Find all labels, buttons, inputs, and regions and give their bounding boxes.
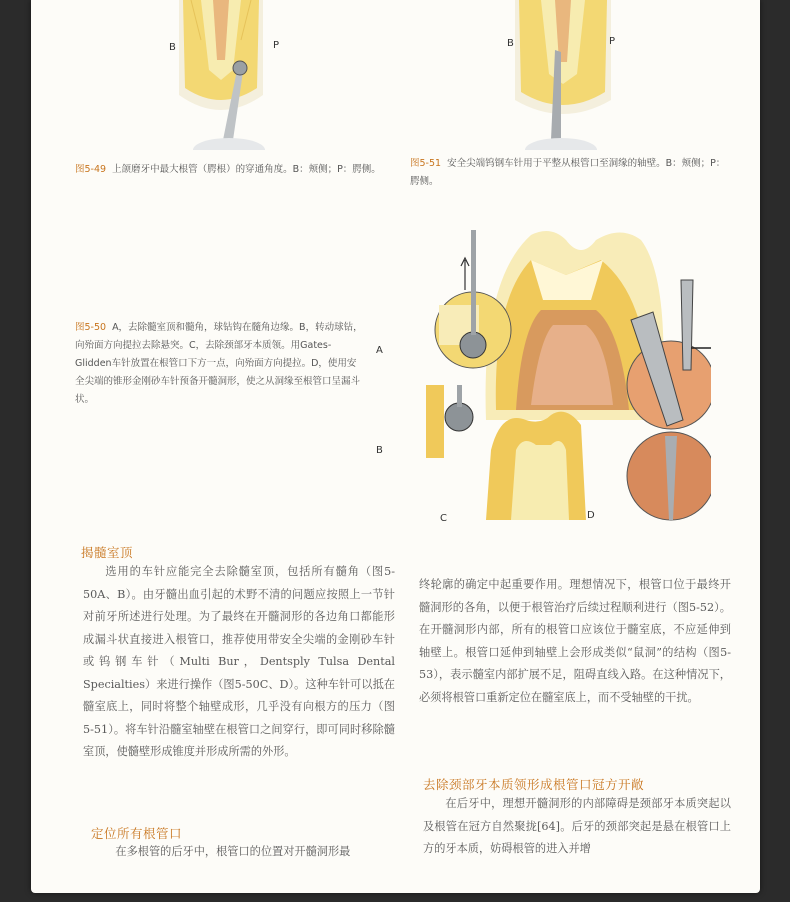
section3-paragraph: 在后牙中，理想开髓洞形的内部障碍是颈部牙本质突起以及根管在冠方自然聚拢[64]。后牙的颈部突起是悬在根管口上方的牙本质，妨碍根管的进入并增 [423,797,731,855]
fig51-label-p: P [609,36,616,47]
textbook-page [31,0,760,893]
fig49-text: 上颌磨牙中最大根管（腭根）的穿通角度。B：颊侧；P：腭侧。 [112,164,381,175]
figure-5-49-illustration [161,0,281,150]
fig51-caption [410,155,730,191]
figure-5-50-illustration [391,220,711,525]
fig50-label-c: C [440,513,447,524]
section3-body [423,793,731,861]
section-heading-remove-cervical-dentin: 去除颈部牙本质领形成根管口冠方开敞 [423,777,645,792]
fig50-caption [75,319,365,409]
fig51-text: 安全尖端钨钢车针用于平整从根管口至洞缘的轴壁。B：颊侧；P：腭侧。 [410,158,726,187]
fig50-label-b: B [376,445,383,456]
section-heading-unroof-pulp-chamber: 揭髓室顶 [81,545,134,560]
column2-body [419,574,731,709]
section1-body [83,561,395,764]
fig50-number: 图5-50 [75,322,107,333]
fig51-number: 图5-51 [410,158,442,169]
column2-paragraph: 终轮廓的确定中起重要作用。理想情况下，根管口位于最终开髓洞形的各角，以便于根管治疗后续过程顺利进行（图5-52）。在开髓洞形内部，所有的根管口应该位于髓室底，不应延伸到轴壁上。根管口延伸到轴壁上会形成类似“鼠洞”的结构（图5-53），表示髓室内部扩展不足，阻碍直线入路。在这种情况下，必须将根管口重新定位在髓室底上，而不受轴壁的干扰。 [419,578,731,704]
fig50-text: A，去除髓室顶和髓角，球钻钩在髓角边缘。B，转动球钻，向殆面方向提拉去除悬突。C，去除颈部牙本质领。用Gates-Glidden车针放置在根管口下方一点，向殆面方向提拉。D，使用安全尖端的锥形金刚砂车针预备开髓洞形，使之从洞缘至根管口呈漏斗状。 [75,322,363,405]
fig51-label-b: B [507,38,514,49]
fig49-label-p: P [273,40,280,51]
section-heading-locate-canal-orifices: 定位所有根管口 [91,826,183,841]
fig49-label-b: B [169,42,176,53]
section1-paragraph: 选用的车针应能完全去除髓室顶，包括所有髓角（图5-50A、B）。由牙髓出血引起的术野不清的问题应按照上一节针对前牙所述进行处理。为了最终在开髓洞形的各边角口都能形成漏斗状直接进入根管口，推荐使用带安全尖端的金刚砂车针或钨钢车针（Multi Bur，Dentsply Tulsa Dental Specialties）来进行操作（图5-50C、D）。这种车针可以抵在髓室底上，同时将整个轴壁成形，几乎没有向根方的压力（图5-51）。将车针沿髓室轴壁在根管口之间穿行，即可同时移除髓室顶，使髓壁形成锥度并形成所需的外形。 [83,565,395,758]
figure-5-51-illustration [503,0,623,150]
section2-paragraph: 在多根管的后牙中，根管口的位置对开髓洞形最 [115,845,351,858]
section2-body [93,841,405,864]
fig49-caption [75,161,385,179]
fig50-label-d: D [587,510,595,521]
fig49-number: 图5-49 [75,164,107,175]
fig50-label-a: A [376,345,383,356]
